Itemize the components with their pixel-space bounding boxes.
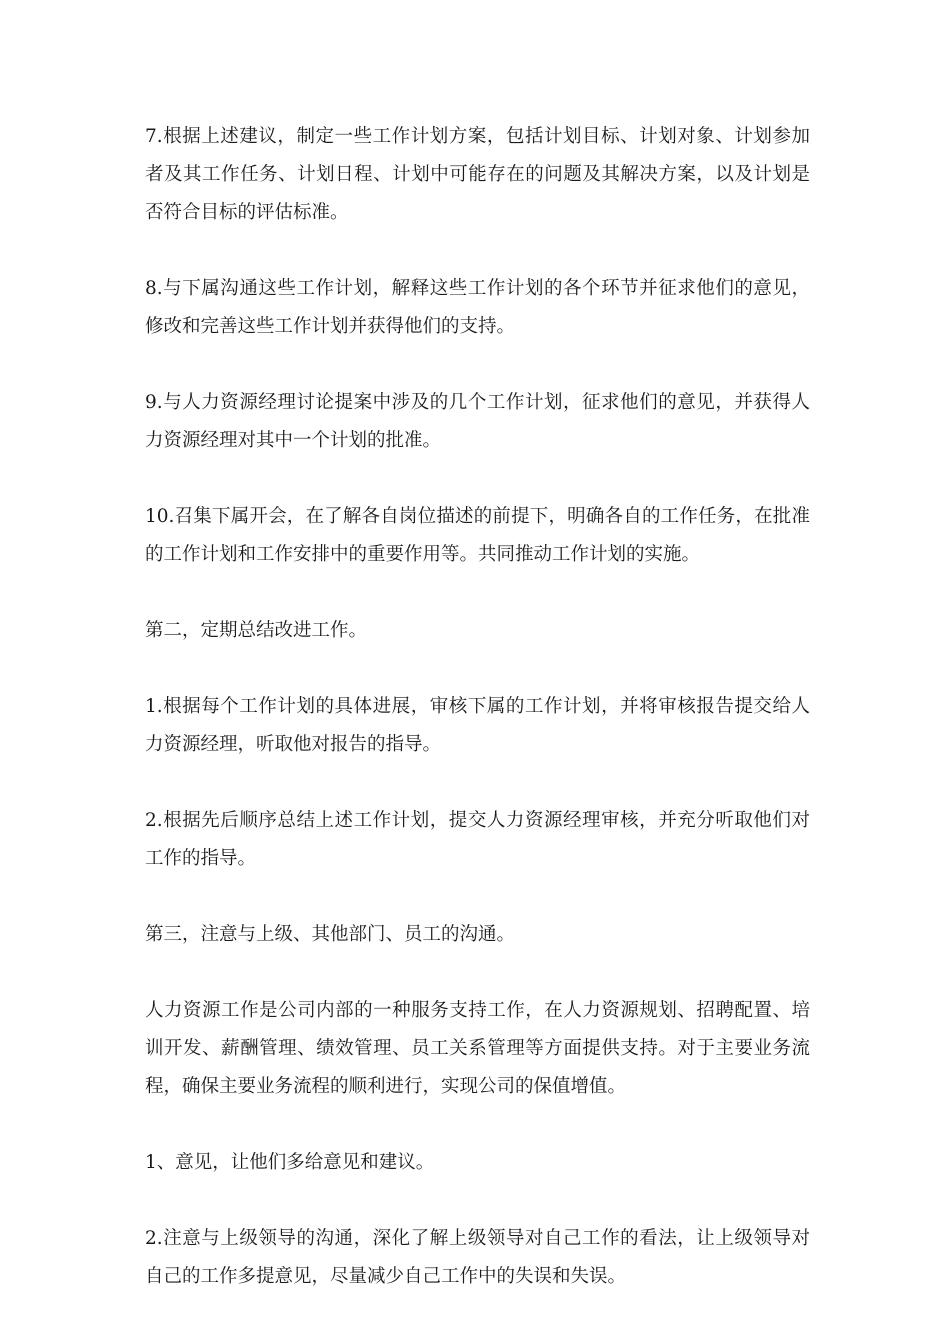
paragraph-review-1: 1.根据每个工作计划的具体进展，审核下属的工作计划，并将审核报告提交给人力资源经理，听取他对报告的指导。 <box>145 696 810 755</box>
section-heading-second: 第二，定期总结改进工作。 <box>145 620 368 641</box>
paragraph-plan-8: 8.与下属沟通这些工作计划，解释这些工作计划的各个环节并征求他们的意见，修改和完善这些工作计划并获得他们的支持。 <box>145 278 810 337</box>
paragraph-plan-7: 7.根据上述建议，制定一些工作计划方案，包括计划目标、计划对象、计划参加者及其工作任务、计划日程、计划中可能存在的问题及其解决方案，以及计划是否符合目标的评估标准。 <box>145 126 810 223</box>
paragraph-review-2: 2.根据先后顺序总结上述工作计划，提交人力资源经理审核，并充分听取他们对工作的指导。 <box>145 810 810 869</box>
section-heading-third: 第三，注意与上级、其他部门、员工的沟通。 <box>145 924 516 945</box>
paragraph-communication-2: 2.注意与上级领导的沟通，深化了解上级领导对自己工作的看法，让上级领导对自己的工作多提意见，尽量减少自己工作中的失误和失误。 <box>145 1228 810 1287</box>
paragraph-communication-1: 1、意见，让他们多给意见和建议。 <box>145 1152 435 1173</box>
paragraph-plan-10: 10.召集下属开会，在了解各自岗位描述的前提下，明确各自的工作任务，在批准的工作计划和工作安排中的重要作用等。共同推动工作计划的实施。 <box>145 506 810 565</box>
paragraph-hr-overview: 人力资源工作是公司内部的一种服务支持工作，在人力资源规划、招聘配置、培训开发、薪酬管理、绩效管理、员工关系管理等方面提供支持。对于主要业务流程，确保主要业务流程的顺利进行，实现公司的保值增值。 <box>145 1000 810 1097</box>
paragraph-plan-9: 9.与人力资源经理讨论提案中涉及的几个工作计划，征求他们的意见，并获得人力资源经理对其中一个计划的批准。 <box>145 392 810 451</box>
document-body <box>145 118 810 1296</box>
